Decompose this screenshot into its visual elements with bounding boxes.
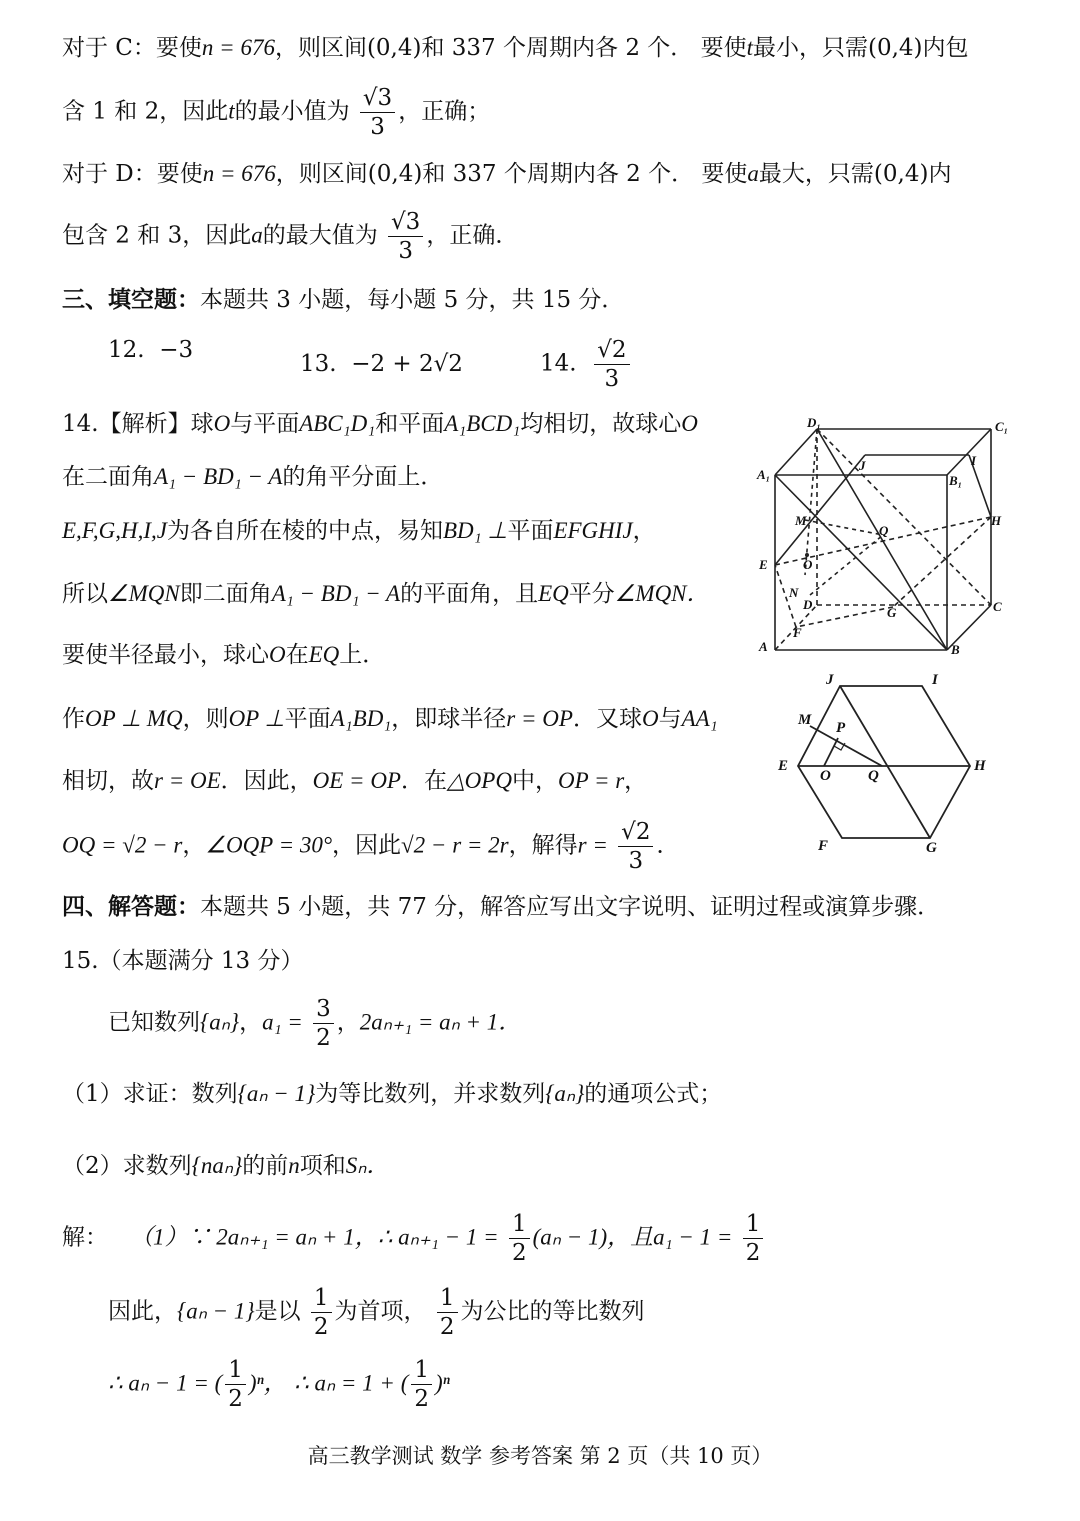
hex-label-H: H bbox=[974, 758, 986, 774]
q15-given: 已知数列{aₙ}，a₁ = $\frac{3}{2}$ ，2aₙ₊₁ = aₙ + 1． bbox=[108, 996, 522, 1051]
hex-label-E: E bbox=[778, 758, 789, 774]
section4-heading: 四、解答题：本题共 5 小题，共 77 分，解答应写出文字说明、证明过程或演算步骤． bbox=[62, 894, 941, 920]
label-B1: B₁ bbox=[949, 473, 963, 488]
label-D: D bbox=[803, 597, 813, 612]
analysis-line2: 在二面角A₁ − BD₁ − A的角平分面上． bbox=[62, 464, 444, 490]
label-A1: A₁ bbox=[757, 467, 771, 482]
q15-header: 15.（本题满分 13 分） bbox=[62, 948, 304, 974]
hex-label-G: G bbox=[926, 840, 937, 856]
hex-label-F: F bbox=[818, 838, 829, 854]
label-C: C bbox=[993, 599, 1002, 614]
label-J: J bbox=[859, 458, 866, 473]
label-B: B bbox=[951, 642, 960, 657]
analysis-line7: 相切，故r = OE．因此，OE = OP．在△OPQ中，OP = r， bbox=[62, 768, 648, 794]
hexagon-figure bbox=[770, 668, 1000, 858]
analysis-line1: 14.【解析】球O与平面ABC₁D₁和平面A₁BCD₁均相切，故球心O bbox=[62, 411, 698, 437]
label-O: O bbox=[803, 557, 813, 572]
label-G: G bbox=[887, 605, 897, 620]
answer-14: 14. $\frac{√2}{3}$ bbox=[540, 336, 633, 393]
solution-line1: 解： （1）∵ 2aₙ₊₁ = aₙ + 1，∴ aₙ₊₁ − 1 = $\frac{1}{2}$ (aₙ − 1)，且a₁ − 1 = $\frac{1}{2}$ bbox=[62, 1210, 766, 1267]
part-c-line1: 对于 C：要使n = 676，则区间(0,4)和 337 个周期内各 2 个． 要使t最小，只需(0,4)内包 bbox=[62, 35, 969, 61]
analysis-line3: E,F,G,H,I,J为各自所在棱的中点，易知BD₁ ⊥平面EFGHIJ， bbox=[62, 518, 656, 544]
analysis-line5: 要使半径最小，球心O在EQ上． bbox=[62, 642, 386, 668]
solution-line3: ∴ aₙ − 1 = ( $\frac{1}{2}$ )ⁿ， ∴ aₙ = 1 + ( $\frac{1}{2}$ )ⁿ bbox=[108, 1357, 450, 1412]
label-E: E bbox=[759, 557, 768, 572]
section3-heading: 三、填空题：本题共 3 小题，每小题 5 分，共 15 分． bbox=[62, 287, 625, 313]
hex-label-I: I bbox=[932, 672, 938, 688]
page-footer: 高三教学测试 数学 参考答案 第 2 页（共 10 页） bbox=[307, 1444, 773, 1468]
label-I: I bbox=[971, 453, 977, 468]
fraction-sqrt3-over-3-d: $\frac{√3}{3}$ bbox=[388, 208, 423, 265]
label-N: N bbox=[789, 585, 799, 600]
answer-13: 13. −2 + 2√2 bbox=[300, 351, 463, 377]
label-H: H bbox=[991, 513, 1002, 528]
q15-part2: （2）求数列{naₙ}的前n项和Sₙ． bbox=[62, 1153, 390, 1179]
analysis-line8: OQ = √2 − r，∠OQP = 30°，因此√2 − r = 2r，解得r = $\frac{√2}{3}$ ． bbox=[62, 819, 680, 874]
analysis-line6: 作OP ⊥ MQ，则OP ⊥平面A₁BD₁，即球半径r = OP．又球O与AA₁ bbox=[62, 706, 718, 732]
hex-label-Q: Q bbox=[868, 768, 879, 784]
label-M: M bbox=[795, 513, 807, 528]
hex-label-J: J bbox=[826, 672, 834, 688]
analysis-line4: 所以∠MQN即二面角A₁ − BD₁ − A的平面角，且EQ平分∠MQN． bbox=[62, 581, 710, 607]
label-D1: D₁ bbox=[807, 415, 821, 430]
label-A: A bbox=[759, 639, 768, 654]
section3-answers: 12. −3 bbox=[108, 337, 194, 363]
cube-figure bbox=[755, 415, 1025, 660]
solution-line2: 因此，{aₙ − 1}是以 $\frac{1}{2}$ 为首项， $\frac{1}{2}$ 为公比的等比数列 bbox=[108, 1285, 645, 1340]
label-Q: Q bbox=[879, 523, 889, 538]
q15-part1: （1）求证：数列{aₙ − 1}为等比数列，并求数列{aₙ}的通项公式； bbox=[62, 1081, 723, 1107]
fraction-sqrt3-over-3: $\frac{√3}{3}$ bbox=[360, 84, 395, 141]
hex-label-P: P bbox=[836, 720, 846, 736]
part-d-line1: 对于 D：要使n = 676，则区间(0,4)和 337 个周期内各 2 个． 要使a最大，只需(0,4)内 bbox=[62, 161, 952, 187]
part-d-line2: 包含 2 和 3，因此a的最大值为 $\frac{√3}{3}$ ，正确． bbox=[62, 209, 519, 264]
part-c-line2: 含 1 和 2，因此t的最小值为 $\frac{√3}{3}$ ，正确； bbox=[62, 85, 491, 140]
label-C1: C₁ bbox=[995, 419, 1009, 434]
hex-label-O: O bbox=[820, 768, 831, 784]
label-F: F bbox=[793, 625, 802, 640]
hex-label-M: M bbox=[798, 712, 812, 728]
